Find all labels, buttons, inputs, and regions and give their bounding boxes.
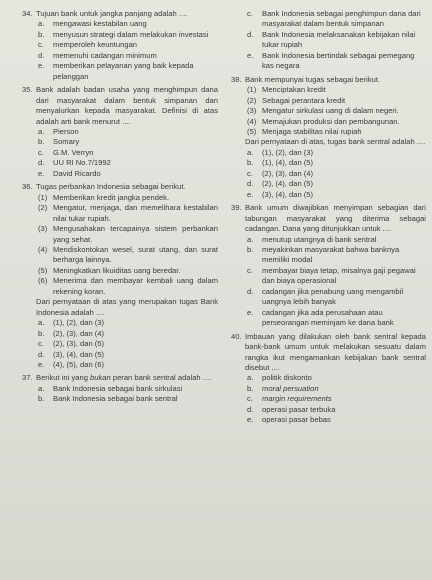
question-followup: Dari pernyataan di atas, tugas bank sentral adalah .... bbox=[245, 137, 426, 147]
option-e[interactable]: e. Bank Indonesia bertindak sebagai pemegang kas negara bbox=[247, 50, 415, 71]
statement-6: (6) Menerima dan membayar kembali uang dalam rekening koran. bbox=[38, 276, 218, 296]
option-c[interactable]: c. (2), (3), dan (4) bbox=[247, 168, 314, 178]
option-b[interactable]: b. Bank Indonesia sebagai bank sentral bbox=[38, 394, 178, 404]
option-e[interactable]: e. memberikan pelayanan yang baik kepada pelanggan bbox=[38, 61, 194, 81]
left-column bbox=[22, 9, 218, 405]
option-e[interactable]: e. cadangan jika ada perusahaan atau perseorangan meminjam ke dana bank bbox=[247, 307, 394, 328]
question-stem: Tugas perbankan Indonesia sebagai berikut. bbox=[36, 182, 186, 192]
question-37 bbox=[22, 373, 218, 404]
question-stem: Berikut ini yang bukan peran bank sentral adalah .... bbox=[36, 373, 212, 383]
question-followup: Dari pernyataan di atas yang merupakan tugas Bank Indonesia adalah .... bbox=[36, 297, 218, 317]
option-c[interactable]: c. margin requirements bbox=[247, 394, 332, 404]
option-a[interactable]: a. Bank Indonesia sebagai bank sirkulasi bbox=[38, 383, 183, 393]
question-number: 38. bbox=[231, 74, 242, 84]
question-39 bbox=[231, 203, 426, 328]
question-stem: Bank mempunyai tugas sebagai berikut. bbox=[245, 74, 381, 84]
option-c[interactable]: c. (2), (3), dan (5) bbox=[38, 339, 105, 349]
option-a[interactable]: a. Pierson bbox=[38, 126, 79, 136]
option-d[interactable]: d. UU RI No.7/1992 bbox=[38, 158, 111, 168]
question-number: 37. bbox=[22, 373, 33, 383]
statement-5: (5) Menjaga stabilitas nilai rupiah bbox=[247, 126, 362, 136]
option-d[interactable]: d. memenuhi cadangan minimum bbox=[38, 50, 157, 60]
option-c[interactable]: c. Bank Indonesia sebagai penghimpun dana dari masyarakat dalam bentuk simpanan bbox=[247, 9, 421, 29]
question-number: 39. bbox=[231, 203, 242, 213]
option-e[interactable]: e. (3), (4), dan (5) bbox=[247, 189, 314, 199]
option-c[interactable]: c. membayar biaya tetap, misalnya gaji pegawai dan biaya operasional bbox=[247, 265, 416, 286]
statement-1: (1) Menciptakan kredit bbox=[247, 85, 326, 95]
option-e[interactable]: e. operasi pasar bebas bbox=[247, 415, 331, 425]
statement-2: (2) Sebagai perantara kredit bbox=[247, 95, 346, 105]
option-a[interactable]: a. (1), (2), dan (3) bbox=[38, 318, 105, 328]
option-a[interactable]: a. politik diskonto bbox=[247, 373, 312, 383]
question-37-continued bbox=[231, 9, 426, 72]
option-b[interactable]: b. (2), (3), dan (4) bbox=[38, 328, 105, 338]
question-stem: Tujuan bank untuk jangka panjang adalah .... bbox=[36, 9, 188, 18]
option-c[interactable]: c. G.M. Verryn bbox=[38, 147, 94, 157]
question-40 bbox=[231, 332, 426, 426]
option-d[interactable]: d. operasi pasar terbuka bbox=[247, 404, 336, 414]
option-b[interactable]: b. menyusun strategi dalam melakukan investasi bbox=[38, 29, 209, 39]
question-number: 34. bbox=[22, 9, 33, 18]
question-34 bbox=[22, 9, 218, 82]
option-d[interactable]: d. Bank Indonesia melaksanakan kebijakan nilai tukar rupiah bbox=[247, 29, 416, 50]
option-b[interactable]: b. meyakinkan masyarakat bahwa banknya memiliki modal bbox=[247, 244, 400, 265]
emphasis-bukan: bukan bbox=[90, 373, 111, 383]
option-d[interactable]: d. cadangan jika penabung uang mengambil uangnya lebih banyak bbox=[247, 286, 404, 307]
question-number: 36. bbox=[22, 182, 33, 192]
statement-5: (5) Meningkatkan likuiditas uang beredar. bbox=[38, 265, 181, 275]
option-b[interactable]: b. moral persuation bbox=[247, 383, 319, 393]
right-column bbox=[231, 9, 426, 426]
statement-3: (3) Mengusahakan tercapainya sistem perbankan yang sehat. bbox=[38, 224, 218, 244]
statement-3: (3) Mengatur sirkulasi uang di dalam negeri. bbox=[247, 106, 399, 116]
question-35 bbox=[22, 85, 218, 179]
option-a[interactable]: a. (1), (2), dan (3) bbox=[247, 147, 314, 157]
option-e[interactable]: e. (4), (5), dan (6) bbox=[38, 359, 105, 369]
question-number: 40. bbox=[231, 331, 242, 341]
question-stem: Imbauan yang dilakukan oleh bank sentral kepada bank-bank umum untuk melakukan sesuatu dalam rangka ikut mengamankan kebijakan bank sentral disebut .... bbox=[245, 331, 426, 372]
statement-4: (4) Memajukan produksi dan pembangunan. bbox=[247, 116, 400, 126]
option-a[interactable]: a. menutup utangnya di bank sentral bbox=[247, 234, 377, 244]
option-b[interactable]: b. (1), (4), dan (5) bbox=[247, 158, 314, 168]
question-36 bbox=[22, 182, 218, 370]
question-stem: Bank adalah badan usaha yang menghimpun dana dari masyarakat dalam bentuk simpanan dan menyalurkan kepada masyarakat. Definisi di atas adalah arti bank menurut .... bbox=[36, 85, 218, 126]
option-d[interactable]: d. (2), (4), dan (5) bbox=[247, 179, 314, 189]
question-stem: Bank umum diwajibkan menyimpan sebagian dari tabungan masyarakat yang diterima sebagai cadangan. Dana yang ditunjukkan untuk .... bbox=[245, 203, 426, 234]
option-e[interactable]: e. David Ricardo bbox=[38, 168, 101, 178]
statement-2: (2) Mengatur, menjaga, dan memelihara kestabilan nilai tukar rupiah. bbox=[38, 203, 218, 223]
option-a[interactable]: a. mengawasi kestabilan uang bbox=[38, 19, 147, 29]
statement-4: (4) Mendiskontokan wesel, surat utang, dan surat berharga lainnya. bbox=[38, 244, 218, 265]
statement-1: (1) Memberikan kredit jangka pendek. bbox=[38, 192, 170, 202]
option-c[interactable]: c. memperoleh keuntungan bbox=[38, 40, 138, 50]
option-d[interactable]: d. (3), (4), dan (5) bbox=[38, 349, 105, 359]
question-38 bbox=[231, 75, 426, 200]
option-b[interactable]: b. Somary bbox=[38, 137, 80, 147]
question-number: 35. bbox=[22, 85, 33, 95]
